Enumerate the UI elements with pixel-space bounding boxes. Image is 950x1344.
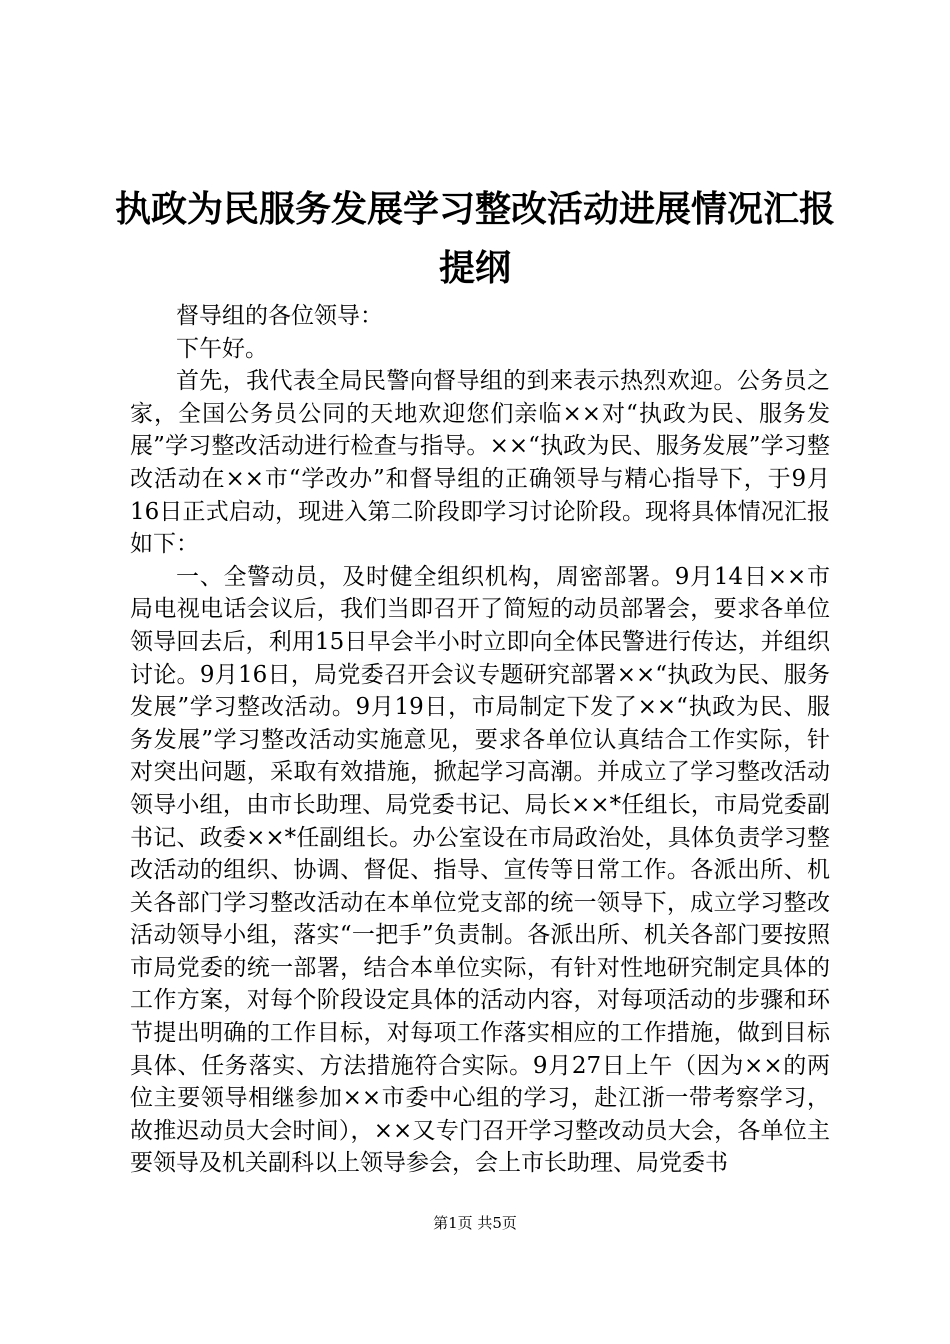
- intro-paragraph: 首先，我代表全局民警向督导组的到来表示热烈欢迎。公务员之家，全国公务员公同的天地欢迎您们亲临××对“执政为民、服务发展”学习整改活动进行检查与指导。××“执政为民、服务发展”学习整改活动在××市“学改办”和督导组的正确领导与精心指导下，于9月16日正式启动，现进入第二阶段即学习讨论阶段。现将具体情况汇报如下：: [130, 368, 830, 558]
- section-one-paragraph: 一、全警动员，及时健全组织机构，周密部署。9月14日××市局电视电话会议后，我们当即召开了简短的动员部署会，要求各单位领导回去后，利用15日早会半小时立即向全体民警进行传达，并组织讨论。9月16日，局党委召开会议专题研究部署××“执政为民、服务发展”学习整改活动。9月19日，市局制定下发了××“执政为民、服务发展”学习整改活动实施意见，要求各单位认真结合工作实际，针对突出问题，采取有效措施，掀起学习高潮。并成立了学习整改活动领导小组，由市长助理、局党委书记、局长××*任组长，市局党委副书记、政委××*任副组长。办公室设在市局政治处，具体负责学习整改活动的组织、协调、督促、指导、宣传等日常工作。各派出所、机关各部门学习整改活动在本单位党支部的统一领导下，成立学习整改活动领导小组，落实“一把手”负责制。各派出所、机关各部门要按照市局党委的统一部署，结合本单位实际，有针对性地研究制定具体的工作方案，对每个阶段设定具体的活动内容，对每项活动的步骤和环节提出明确的工作目标，对每项工作落实相应的工作措施，做到目标具体、任务落实、方法措施符合实际。9月27日上午（因为××的两位主要领导相继参加××市委中心组的学习，赴江浙一带考察学习，故推迟动员大会时间），××又专门召开学习整改动员大会，各单位主要领导及机关副科以上领导参会，会上市长助理、局党委书: [130, 563, 830, 1177]
- greeting: 下午好。: [176, 335, 268, 362]
- page-footer: 第1页 共5页: [433, 1214, 517, 1232]
- title-line-1: 执政为民服务发展学习整改活动进展情况汇报: [114, 188, 835, 230]
- document-body: [130, 300, 830, 1180]
- salutation: 督导组的各位领导：: [176, 303, 383, 329]
- document-title: [0, 180, 950, 298]
- title-line-2: 提纲: [438, 247, 511, 289]
